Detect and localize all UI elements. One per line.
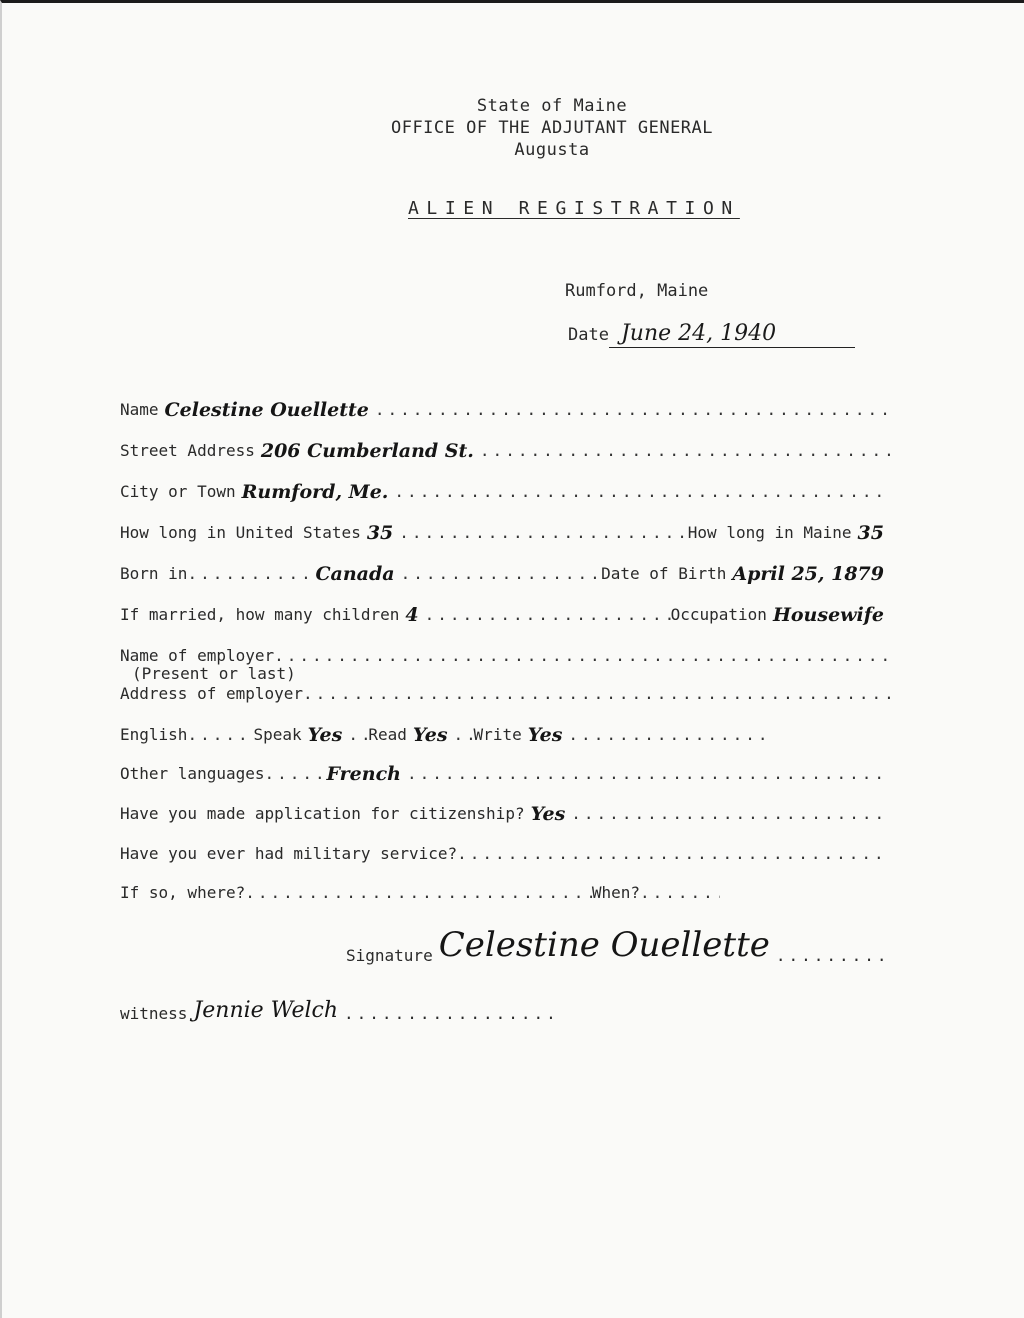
maine-label: How long in Maine bbox=[687, 523, 852, 542]
military-label: Have you ever had military service? bbox=[120, 844, 458, 863]
row-birth bbox=[120, 560, 890, 588]
dot-leader bbox=[568, 721, 770, 749]
dot-leader bbox=[375, 396, 890, 424]
date-line bbox=[568, 321, 855, 348]
city-value: Rumford, Me. bbox=[241, 481, 389, 503]
citizenship-label: Have you made application for citizenship? bbox=[120, 804, 525, 823]
row-street bbox=[120, 437, 890, 465]
speak-label: Speak bbox=[253, 725, 302, 744]
witness-value: Jennie Welch bbox=[193, 998, 339, 1023]
row-languages bbox=[120, 760, 890, 788]
dot-leader bbox=[457, 840, 890, 868]
row-english bbox=[120, 721, 770, 749]
read-label: Read bbox=[368, 725, 407, 744]
dot-leader bbox=[640, 879, 720, 907]
row-citizenship bbox=[120, 800, 890, 828]
row-name bbox=[120, 396, 890, 424]
form-header bbox=[2, 95, 1024, 161]
occupation-label: Occupation bbox=[670, 605, 767, 624]
born-value: Canada bbox=[315, 563, 395, 585]
dot-leader bbox=[571, 800, 890, 828]
dot-leader bbox=[776, 946, 886, 965]
signature-line bbox=[346, 915, 886, 965]
name-value: Celestine Ouellette bbox=[164, 399, 369, 421]
header-office: OFFICE OF THE ADJUTANT GENERAL bbox=[390, 118, 714, 138]
header-city: Augusta bbox=[514, 140, 590, 160]
signature-label: Signature bbox=[346, 946, 433, 965]
dot-leader bbox=[401, 560, 602, 588]
dot-leader bbox=[394, 478, 890, 506]
witness-label: witness bbox=[120, 1004, 188, 1023]
row-residence bbox=[120, 519, 890, 547]
write-label: Write bbox=[473, 725, 522, 744]
children-value: 4 bbox=[405, 604, 419, 626]
us-label: How long in United States bbox=[120, 523, 361, 542]
maine-value: 35 bbox=[857, 522, 884, 544]
children-label: If married, how many children bbox=[120, 605, 400, 624]
languages-value: French bbox=[326, 763, 401, 785]
row-city bbox=[120, 478, 890, 506]
dot-leader bbox=[425, 601, 671, 629]
born-label: Born in bbox=[120, 564, 188, 583]
form-title: ALIEN REGISTRATION bbox=[408, 198, 740, 219]
street-label: Street Address bbox=[120, 441, 255, 460]
dob-value: April 25, 1879 bbox=[732, 563, 884, 585]
witness-line bbox=[120, 993, 560, 1023]
signature-value: Celestine Ouellette bbox=[438, 925, 770, 965]
dot-leader bbox=[274, 642, 890, 670]
city-label: City or Town bbox=[120, 482, 236, 501]
employer-sublabel: (Present or last) bbox=[132, 664, 296, 683]
street-value: 206 Cumberland St. bbox=[260, 440, 474, 462]
dot-leader bbox=[303, 680, 890, 708]
row-employer-address bbox=[120, 680, 890, 708]
employer-label: Name of employer bbox=[120, 646, 275, 665]
speak-value: Yes bbox=[307, 724, 343, 746]
date-label: Date bbox=[568, 325, 609, 345]
dot-leader bbox=[344, 1004, 560, 1023]
occupation-value: Housewife bbox=[772, 604, 884, 626]
when-label: When? bbox=[591, 883, 640, 902]
row-family bbox=[120, 601, 890, 629]
citizenship-value: Yes bbox=[530, 803, 566, 825]
dot-leader bbox=[348, 721, 368, 749]
employer-address-label: Address of employer bbox=[120, 684, 304, 703]
dot-leader bbox=[265, 760, 321, 788]
row-where bbox=[120, 879, 720, 907]
dot-leader bbox=[187, 560, 309, 588]
english-label: English bbox=[120, 725, 188, 744]
dot-leader bbox=[480, 437, 890, 465]
date-value: June 24, 1940 bbox=[609, 321, 855, 348]
place-line: Rumford, Maine bbox=[565, 281, 709, 301]
dot-leader bbox=[454, 721, 474, 749]
write-value: Yes bbox=[527, 724, 563, 746]
dot-leader bbox=[407, 760, 890, 788]
row-military bbox=[120, 840, 890, 868]
dot-leader bbox=[245, 879, 592, 907]
read-value: Yes bbox=[412, 724, 448, 746]
dob-label: Date of Birth bbox=[601, 564, 727, 583]
name-label: Name bbox=[120, 400, 159, 419]
where-label: If so, where? bbox=[120, 883, 246, 902]
dot-leader bbox=[187, 721, 253, 749]
dot-leader bbox=[399, 519, 688, 547]
header-state: State of Maine bbox=[476, 96, 628, 116]
languages-label: Other languages bbox=[120, 764, 265, 783]
us-value: 35 bbox=[366, 522, 394, 544]
